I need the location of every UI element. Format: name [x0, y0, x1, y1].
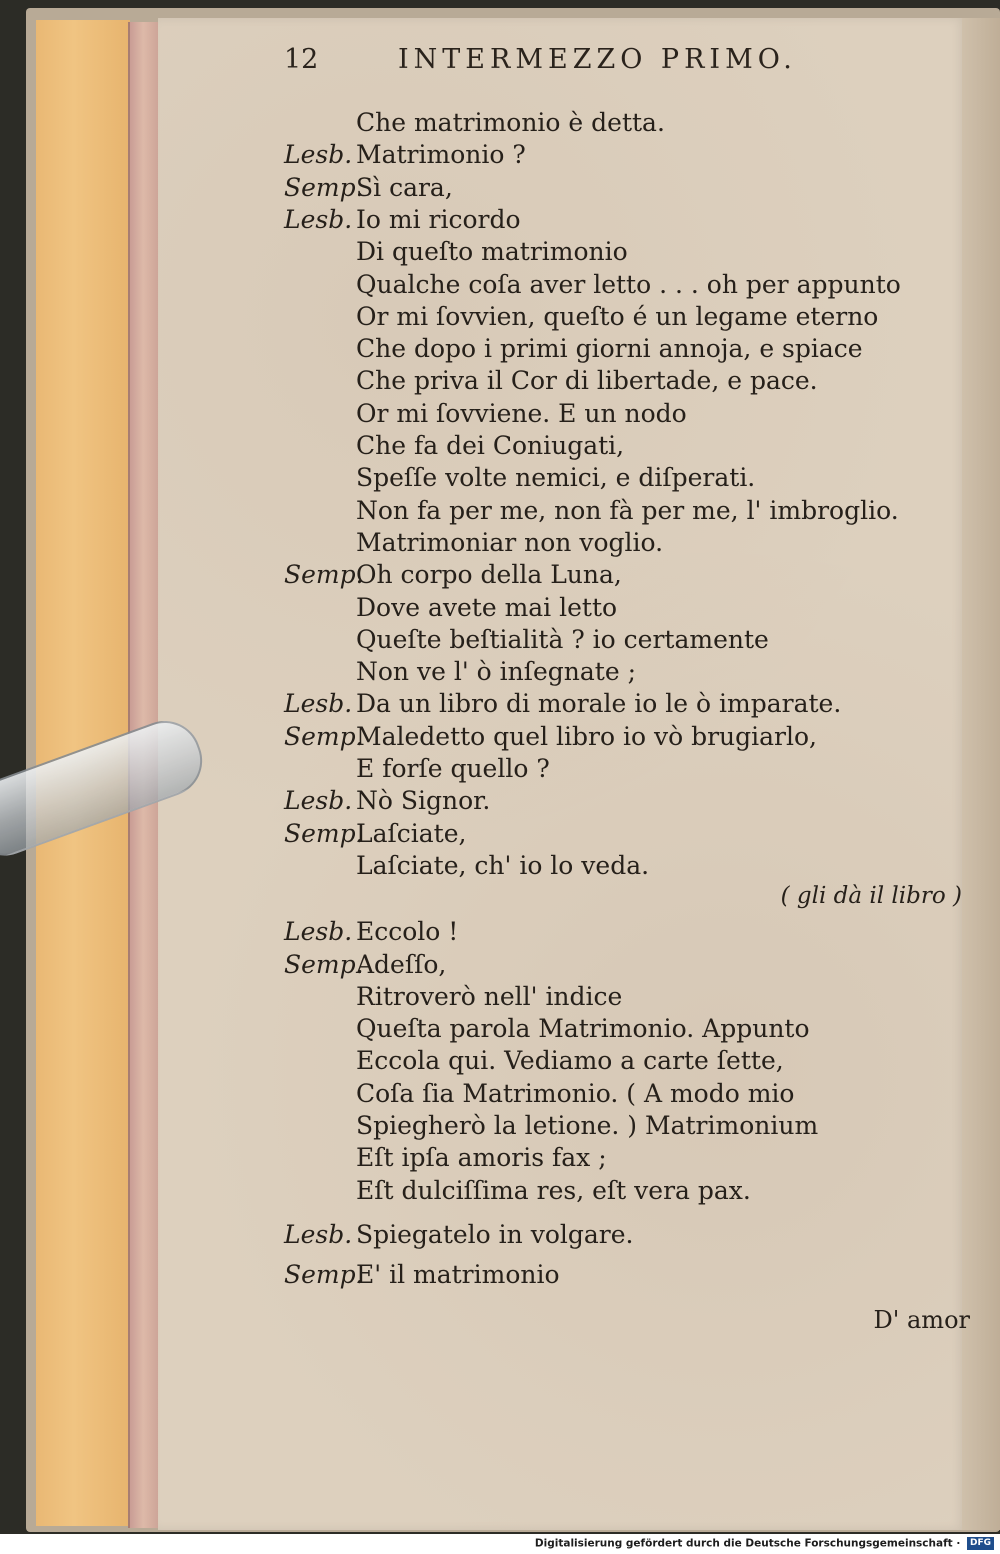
dialogue-line — [284, 851, 964, 883]
verse-text: Speſſe volte nemici, e diſperati. — [356, 463, 756, 493]
speaker-name: Semp. — [284, 818, 364, 848]
dialogue-line — [284, 431, 964, 463]
dialogue-line — [284, 302, 964, 334]
verse-text: Matrimonio ? — [356, 140, 526, 170]
verse-text: Eſt ipſa amoris fax ; — [356, 1143, 607, 1173]
dialogue-line — [284, 366, 964, 398]
dialogue-line — [284, 1220, 964, 1252]
dialogue-line — [284, 625, 964, 657]
dialogue-line — [284, 950, 964, 982]
dialogue-line — [284, 496, 964, 528]
speaker-name: Semp. — [284, 721, 364, 751]
verse-text: Or mi ſovviene. E un nodo — [356, 398, 687, 428]
credit-text: Digitalisierung gefördert durch die Deutsche Forschungsgemeinschaft · — [534, 1537, 961, 1550]
verse-text: Qualche coſa aver letto . . . oh per appunto — [356, 269, 901, 299]
speaker-name: Semp. — [284, 1260, 364, 1290]
verse-text: Che dopo i primi giorni annoja, e spiace — [356, 334, 863, 364]
verse-text: Non fa per me, non fà per me, l' imbroglio. — [356, 495, 899, 525]
verse-text: Matrimoniar non voglio. — [356, 527, 664, 557]
verse-text: Maledetto quel libro io vò brugiarlo, — [356, 721, 817, 751]
verse-text: Da un libro di morale io le ò imparate. — [356, 689, 842, 719]
verse-text: Nò Signor. — [356, 786, 491, 816]
dialogue-line — [284, 237, 964, 269]
verse-text: Eccola qui. Vediamo a carte ſette, — [356, 1046, 784, 1076]
digitization-credit — [535, 1537, 994, 1550]
verse-text: Non ve l' ò inſegnate ; — [356, 657, 637, 687]
dialogue-line — [284, 140, 964, 172]
dialogue-line — [284, 173, 964, 205]
dialogue-line — [284, 205, 964, 237]
speaker-name: Lesb. — [284, 204, 353, 234]
verse-text: Che fa dei Coniugati, — [356, 431, 625, 460]
dialogue-line — [284, 819, 964, 851]
dialogue-line — [284, 334, 964, 366]
verse-text: Queſte beſtialità ? io certamente — [356, 624, 769, 654]
speaker-name: Lesb. — [284, 917, 353, 947]
dialogue-line — [284, 270, 964, 302]
catchword: D' amor — [873, 1306, 970, 1334]
speaker-name: Lesb. — [284, 786, 353, 816]
verse-text: Adeſſo, — [356, 949, 447, 979]
verse-text: Dove avete mai letto — [356, 592, 618, 622]
dialogue-line — [284, 593, 964, 625]
speaker-name: Lesb. — [284, 1219, 353, 1249]
verse-text: Spiegatelo in volgare. — [356, 1219, 634, 1249]
dialogue-line — [284, 689, 964, 721]
verse-text: Laſciate, ch' io lo veda. — [356, 850, 650, 880]
verse-text: Ritroverò nell' indice — [356, 981, 623, 1011]
verse-text: Coſa ſia Matrimonio. ( A modo mio — [356, 1078, 795, 1108]
dialogue-line — [284, 1079, 964, 1111]
dialogue-line — [284, 1260, 964, 1292]
verse-text: Che matrimonio è detta. — [356, 108, 665, 137]
dialogue-line — [284, 528, 964, 560]
running-title: INTERMEZZO PRIMO. — [398, 44, 797, 75]
dialogue-line — [284, 657, 964, 689]
verse-text: Sì cara, — [356, 172, 453, 202]
speaker-name: Semp. — [284, 949, 364, 979]
speaker-name: Lesb. — [284, 140, 353, 170]
verse-text: E' il matrimonio — [356, 1260, 560, 1290]
dialogue-line — [284, 108, 964, 140]
dialogue-line — [284, 1014, 964, 1046]
stage-direction: ( gli dà il libro ) — [780, 883, 962, 909]
dfg-logo: DFG — [967, 1537, 994, 1550]
dialogue-line — [284, 722, 964, 754]
verse-text: Di queſto matrimonio — [356, 237, 628, 267]
verse-text: Spiegherò la letione. ) Matrimonium — [356, 1111, 819, 1140]
dialogue-line — [284, 1046, 964, 1078]
dialogue-line — [284, 754, 964, 786]
dialogue-line — [284, 463, 964, 495]
page-number: 12 — [284, 44, 319, 75]
verse-text: E forſe quello ? — [356, 754, 550, 783]
dialogue-line — [284, 399, 964, 431]
speaker-name: Lesb. — [284, 689, 353, 719]
dialogue-line — [284, 1176, 964, 1208]
speaker-name: Semp. — [284, 172, 364, 202]
verse-text: Queſta parola Matrimonio. Appunto — [356, 1014, 810, 1044]
speaker-name: Semp. — [284, 560, 364, 590]
dialogue-line — [284, 1111, 964, 1143]
verse-text: Or mi ſovvien, queſto é un legame eterno — [356, 301, 879, 331]
verse-text: Oh corpo della Luna, — [356, 560, 622, 590]
verse-text: Eſt dulciſſima res, eſt vera pax. — [356, 1175, 751, 1205]
dialogue-line — [284, 1143, 964, 1175]
dialogue-line — [284, 982, 964, 1014]
dialogue-line — [284, 560, 964, 592]
verse-text: Io mi ricordo — [356, 204, 521, 234]
dialogue-line — [284, 917, 964, 949]
verse-text: Che priva il Cor di libertade, e pace. — [356, 366, 818, 396]
verse-text: Eccolo ! — [356, 917, 459, 947]
verse-text: Laſciate, — [356, 818, 467, 848]
dialogue-line — [284, 786, 964, 818]
